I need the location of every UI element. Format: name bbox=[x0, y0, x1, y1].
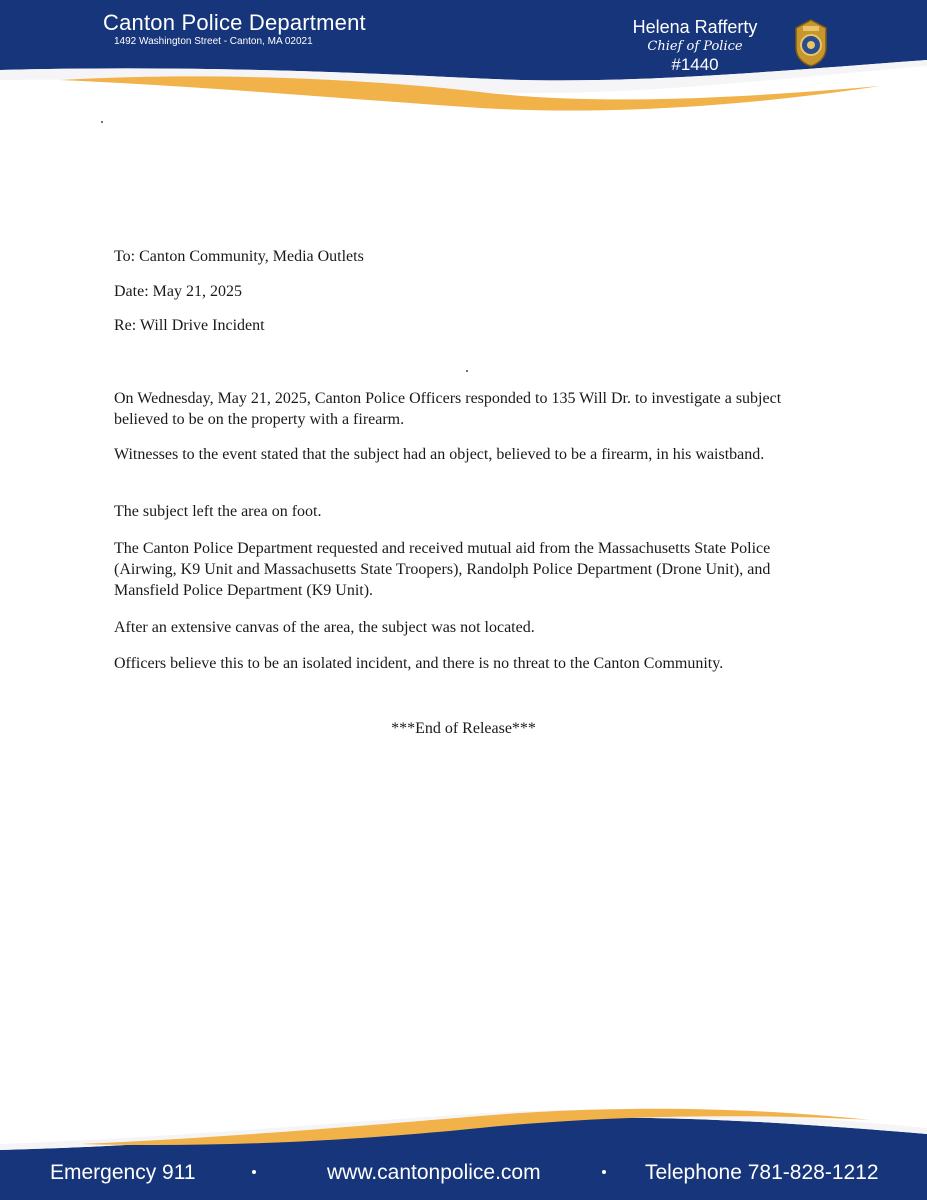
chief-title: Chief of Police bbox=[647, 38, 743, 54]
paragraph: The subject left the area on foot. bbox=[114, 503, 322, 520]
badge-number: #1440 bbox=[671, 54, 719, 74]
paragraph: After an extensive canvas of the area, the subject was not located. bbox=[114, 619, 535, 636]
memo-subject: Re: Will Drive Incident bbox=[114, 317, 265, 334]
police-badge-icon bbox=[792, 18, 830, 68]
footer-separator bbox=[602, 1170, 606, 1174]
chief-name: Helena Rafferty bbox=[632, 17, 758, 37]
memo-to: To: Canton Community, Media Outlets bbox=[114, 248, 364, 265]
scan-speck bbox=[466, 370, 468, 372]
paragraph: Witnesses to the event stated that the subject had an object, believed to be a firearm, in his waistband. bbox=[114, 446, 765, 463]
memo-date: Date: May 21, 2025 bbox=[114, 283, 242, 300]
footer-website[interactable]: www.cantonpolice.com bbox=[327, 1161, 541, 1184]
paragraph: On Wednesday, May 21, 2025, Canton Police Officers responded to 135 Will Dr. to investigate a subject believed to be on the property with a firearm. bbox=[114, 390, 782, 428]
chief-block bbox=[615, 18, 775, 73]
paragraph: The Canton Police Department requested and received mutual aid from the Massachusetts State Police (Airwing, K9 Unit and Massachusetts State Troopers), Randolph Police Department (Drone Unit), and Mansfield Police Department (K9 Unit). bbox=[114, 540, 771, 599]
scan-speck bbox=[101, 121, 103, 123]
department-name: Canton Police Department bbox=[103, 10, 366, 35]
footer-emergency: Emergency 911 bbox=[50, 1161, 196, 1184]
footer-telephone: Telephone 781-828-1212 bbox=[645, 1161, 879, 1184]
department-address: 1492 Washington Street - Canton, MA 02021 bbox=[114, 36, 313, 47]
paragraph: Officers believe this to be an isolated incident, and there is no threat to the Canton Community. bbox=[114, 655, 724, 672]
end-of-release: ***End of Release*** bbox=[391, 720, 536, 737]
footer-separator bbox=[252, 1170, 256, 1174]
